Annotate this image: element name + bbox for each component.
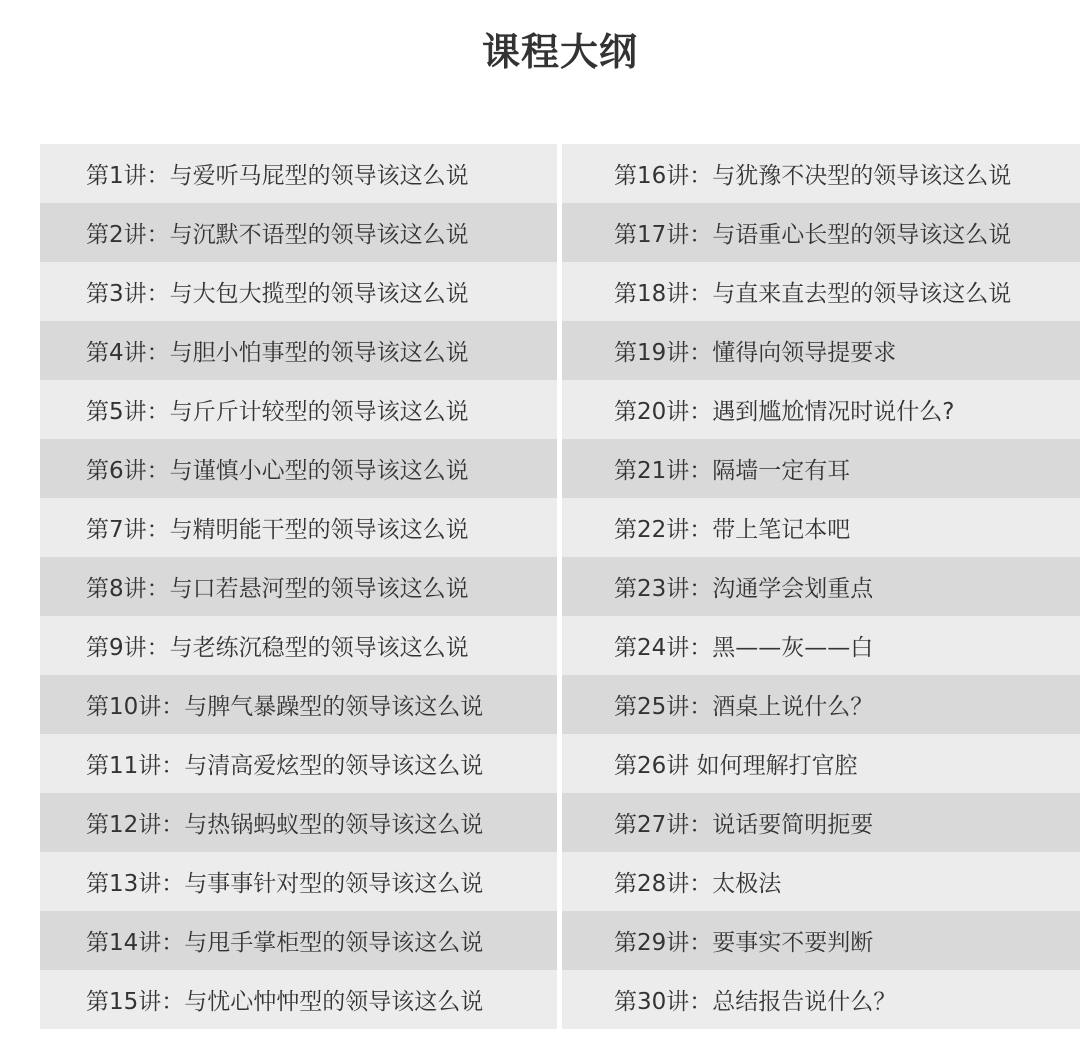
lecture-item: 第16讲：与犹豫不决型的领导该这么说 [562,144,1080,203]
lecture-item: 第2讲：与沉默不语型的领导该这么说 [40,203,557,262]
lecture-item: 第10讲：与脾气暴躁型的领导该这么说 [40,675,557,734]
lecture-item: 第5讲：与斤斤计较型的领导该这么说 [40,380,557,439]
lecture-item: 第11讲：与清高爱炫型的领导该这么说 [40,734,557,793]
lecture-item: 第24讲：黑——灰——白 [562,616,1080,675]
lecture-item: 第13讲：与事事针对型的领导该这么说 [40,852,557,911]
lecture-item: 第19讲：懂得向领导提要求 [562,321,1080,380]
lecture-item: 第23讲：沟通学会划重点 [562,557,1080,616]
lecture-item: 第17讲：与语重心长型的领导该这么说 [562,203,1080,262]
lecture-item: 第26讲 如何理解打官腔 [562,734,1080,793]
lecture-item: 第9讲：与老练沉稳型的领导该这么说 [40,616,557,675]
lecture-item: 第27讲：说话要简明扼要 [562,793,1080,852]
lecture-item: 第1讲：与爱听马屁型的领导该这么说 [40,144,557,203]
lecture-item: 第12讲：与热锅蚂蚁型的领导该这么说 [40,793,557,852]
lecture-item: 第6讲：与谨慎小心型的领导该这么说 [40,439,557,498]
lecture-item: 第28讲：太极法 [562,852,1080,911]
lecture-item: 第29讲：要事实不要判断 [562,911,1080,970]
lecture-item: 第4讲：与胆小怕事型的领导该这么说 [40,321,557,380]
lecture-item: 第22讲：带上笔记本吧 [562,498,1080,557]
lecture-item: 第14讲：与甩手掌柜型的领导该这么说 [40,911,557,970]
lecture-item: 第30讲：总结报告说什么？ [562,970,1080,1029]
lecture-item: 第8讲：与口若悬河型的领导该这么说 [40,557,557,616]
lecture-item: 第18讲：与直来直去型的领导该这么说 [562,262,1080,321]
outline-column-left [40,144,557,1029]
lecture-item: 第21讲：隔墙一定有耳 [562,439,1080,498]
lecture-item: 第3讲：与大包大揽型的领导该这么说 [40,262,557,321]
lecture-item: 第20讲：遇到尴尬情况时说什么? [562,380,1080,439]
course-outline-table [40,144,1080,1029]
lecture-item: 第15讲：与忧心忡忡型的领导该这么说 [40,970,557,1029]
lecture-item: 第25讲：酒桌上说什么？ [562,675,1080,734]
page-title: 课程大纲 [481,30,638,74]
outline-column-right [562,144,1080,1029]
lecture-item: 第7讲：与精明能干型的领导该这么说 [40,498,557,557]
